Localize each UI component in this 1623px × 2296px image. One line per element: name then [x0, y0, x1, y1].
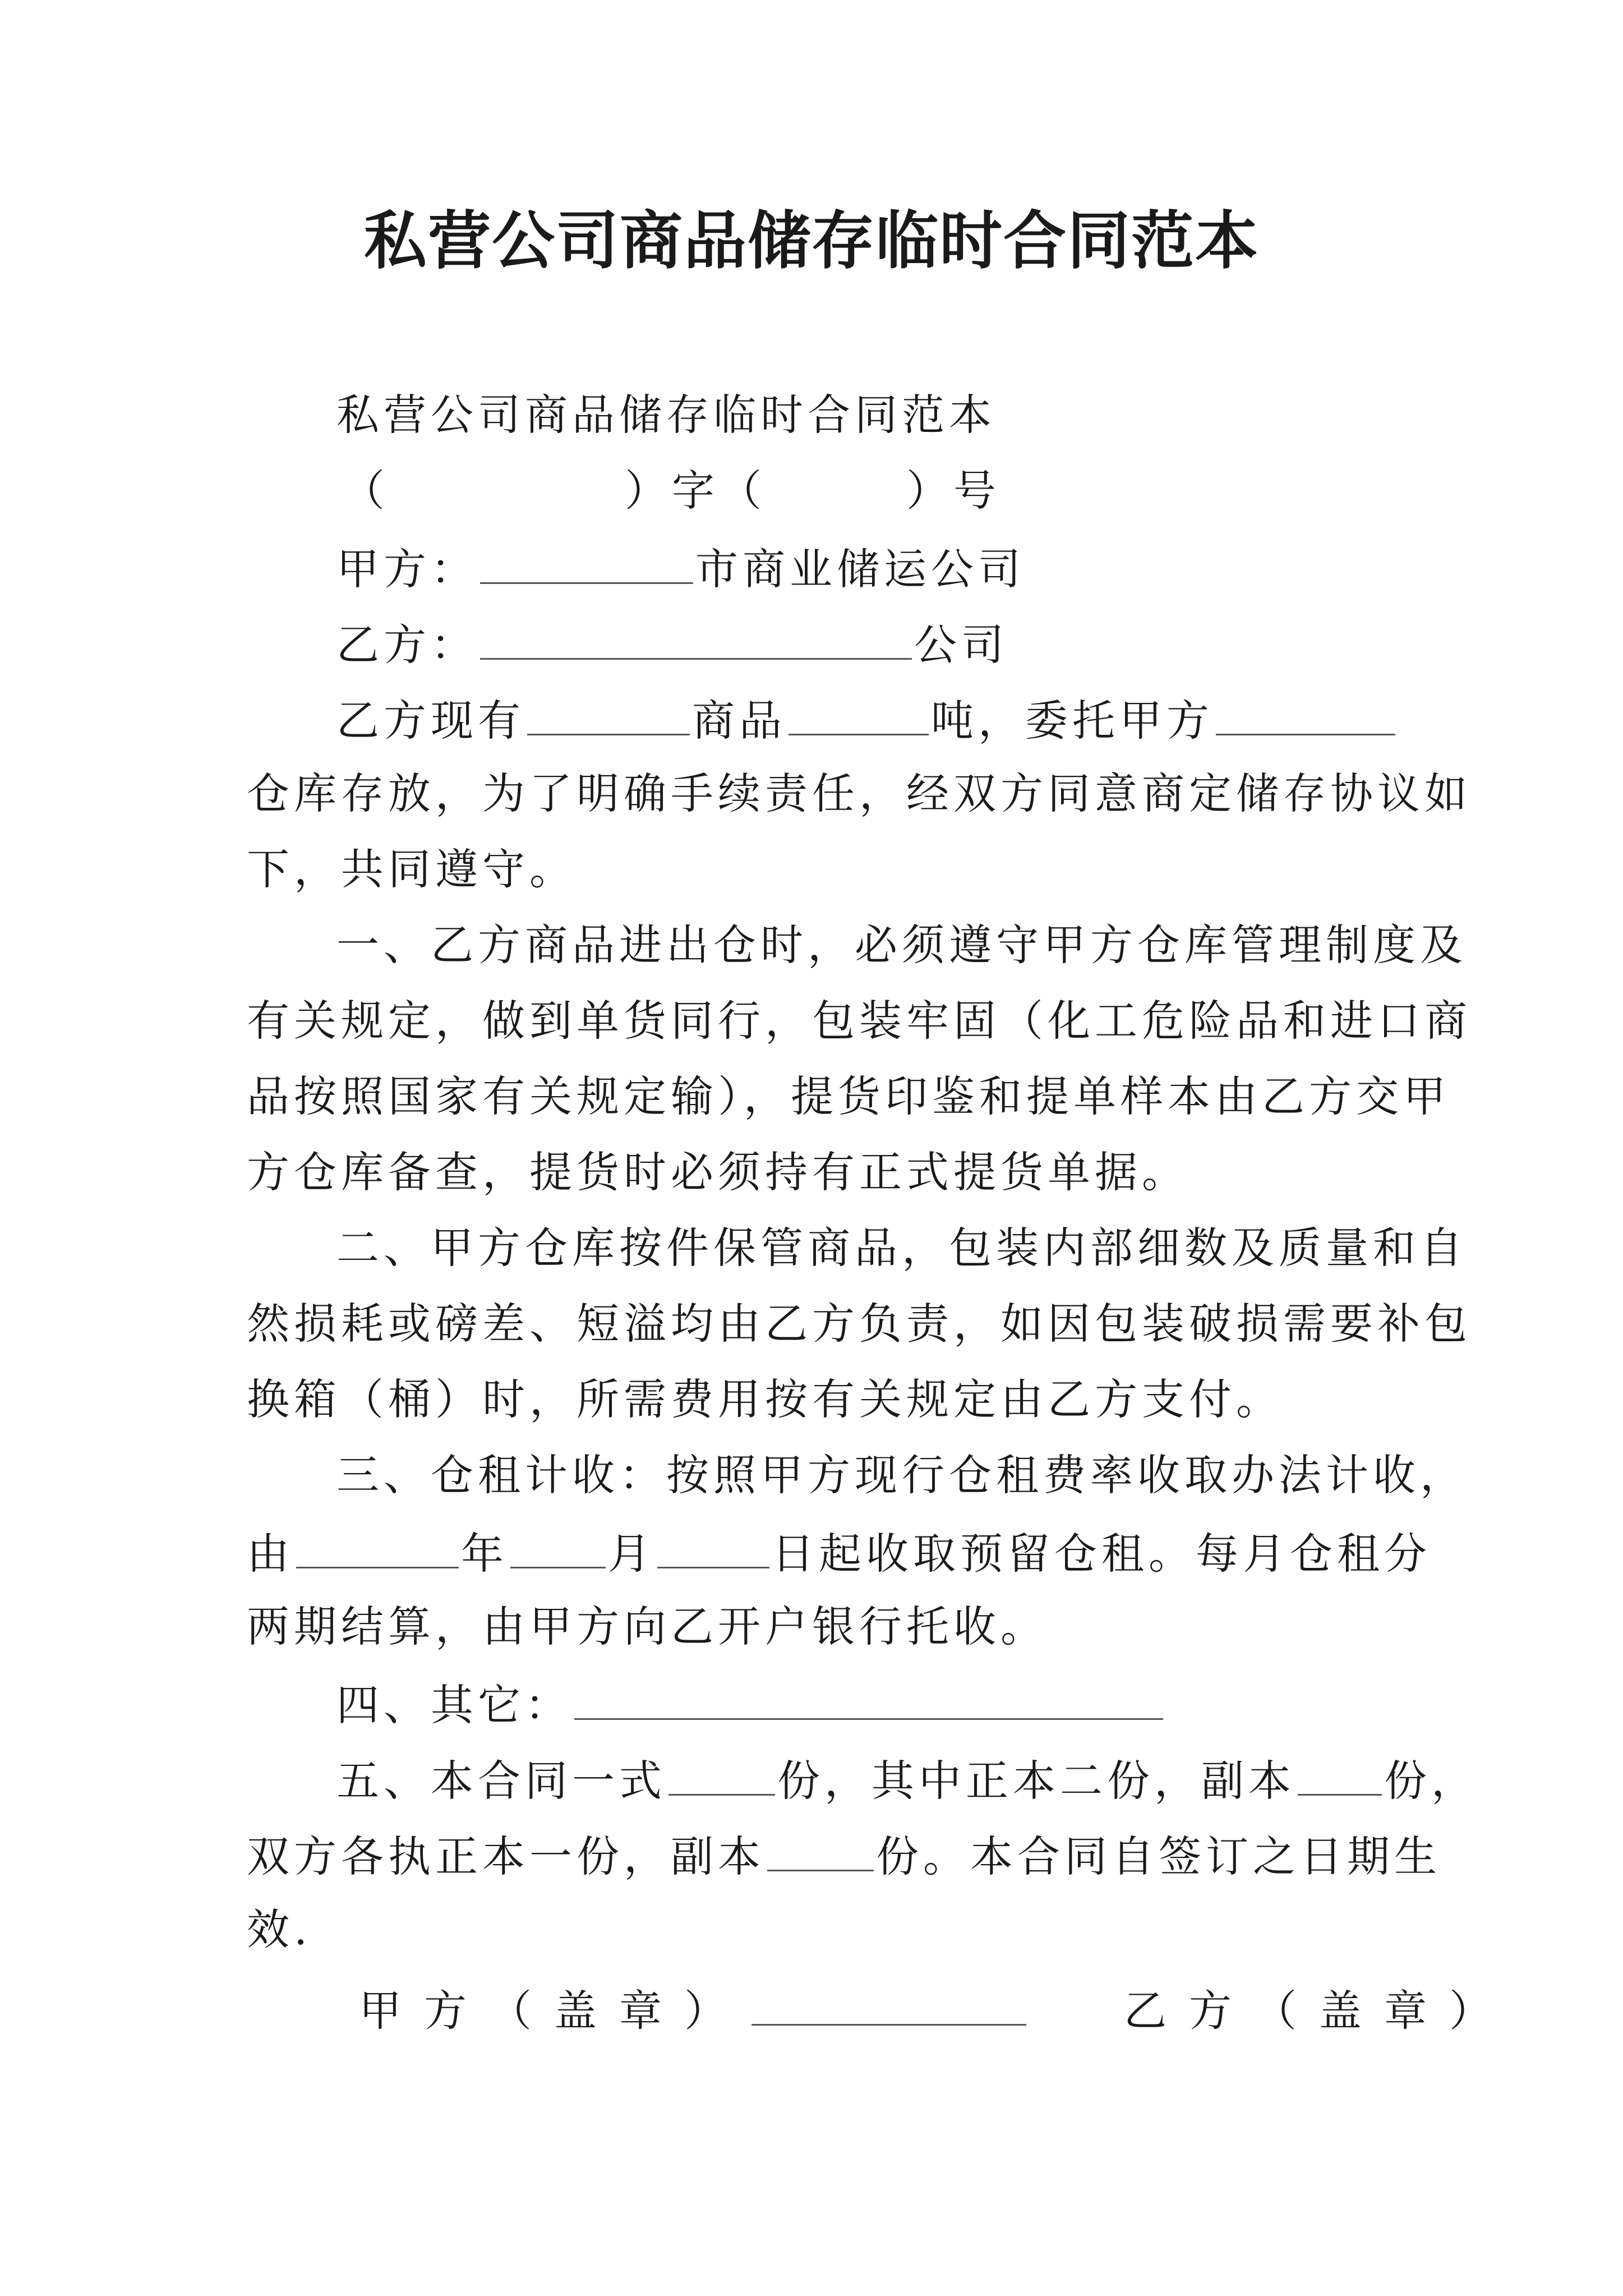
clause-5-text: 份， [1384, 1756, 1478, 1806]
number-no-label: ）号 [906, 466, 1000, 516]
clause-2-line-1: 二、甲方仓库按件保管商品，包装内部细数及质量和自 [336, 1223, 1467, 1273]
contract-number-line [342, 463, 1000, 519]
document-title: 私营公司商品储存临时合同范本 [364, 204, 1259, 278]
clause-1-line-4: 方仓库备查，提货时必须持有正式提货单据。 [247, 1147, 1189, 1197]
clause-5-line-1 [336, 1750, 1478, 1809]
clause-1-line-3: 品按照国家有关规定输），提货印鉴和提单样本由乙方交甲 [247, 1071, 1450, 1121]
party-a-blank[interactable] [480, 539, 693, 584]
intro-line-1 [336, 690, 1398, 749]
year-blank[interactable] [296, 1523, 459, 1568]
clause-3-line-2 [247, 1523, 1431, 1582]
clause-3-line-1: 三、仓租计收：按照甲方现行仓租费率收取办法计收， [336, 1450, 1467, 1500]
intro-text: 吨，委托甲方 [931, 696, 1214, 746]
party-b-seal-label: 乙方（盖章） [1124, 1986, 1514, 2036]
party-b-label: 乙方： [336, 620, 478, 670]
clause-5-line-3: 效. [247, 1904, 312, 1954]
party-b-suffix: 公司 [914, 620, 1008, 670]
intro-text: 商品 [692, 696, 786, 746]
document-subtitle: 私营公司商品储存临时合同范本 [336, 390, 996, 440]
clause-5-line-2 [247, 1826, 1441, 1885]
day-blank[interactable] [657, 1523, 769, 1568]
goods-name-blank[interactable] [527, 690, 690, 735]
party-b-line [336, 614, 1008, 673]
other-terms-blank[interactable] [574, 1674, 1163, 1720]
party-a-suffix: 市商业储运公司 [695, 544, 1025, 594]
clause-4-line [336, 1674, 1165, 1733]
signature-line [359, 1980, 1514, 2039]
number-open-paren: （ [342, 466, 389, 516]
clause-2-line-3: 换箱（桶）时，所需费用按有关规定由乙方支付。 [247, 1374, 1283, 1424]
clause-1-line-1: 一、乙方商品进出仓时，必须遵守甲方仓库管理制度及 [336, 920, 1467, 970]
clause-5-text: 份，其中正本二份，副本 [777, 1756, 1295, 1806]
clause-3-text: 由 [247, 1529, 294, 1579]
party-a-seal-blank[interactable] [751, 1980, 1026, 2026]
clause-5-text: 五、本合同一式 [336, 1756, 666, 1806]
clause-5-text: 份。本合同自签订之日期生 [876, 1832, 1441, 1881]
clause-1-line-2: 有关规定，做到单货同行，包装牢固（化工危险品和进口商 [247, 996, 1472, 1046]
clause-3-text: 月 [608, 1529, 655, 1579]
tonnage-blank[interactable] [789, 690, 929, 735]
clause-2-line-2: 然损耗或磅差、短溢均由乙方负责，如因包装破损需要补包 [247, 1299, 1472, 1349]
duplicate-copies-blank[interactable] [1298, 1750, 1382, 1796]
number-char-label: ）字（ [625, 466, 766, 516]
party-a-line [336, 539, 1025, 597]
clause-3-text: 年 [461, 1529, 508, 1579]
month-blank[interactable] [510, 1523, 606, 1568]
each-duplicate-blank[interactable] [767, 1826, 874, 1871]
intro-line-2: 仓库存放，为了明确手续责任，经双方同意商定储存协议如 [247, 769, 1472, 818]
clause-3-text: 日起收取预留仓租。每月仓租分 [772, 1529, 1431, 1579]
party-b-blank[interactable] [480, 614, 912, 660]
clause-4-label: 四、其它： [336, 1680, 572, 1730]
intro-line-3: 下，共同遵守。 [247, 844, 577, 894]
party-a-seal-label: 甲方（盖章） [359, 1986, 749, 2036]
intro-text: 乙方现有 [336, 696, 525, 746]
warehouse-blank[interactable] [1216, 690, 1395, 735]
clause-5-text: 双方各执正本一份，副本 [247, 1832, 765, 1881]
party-a-label: 甲方： [336, 544, 478, 594]
clause-3-line-3: 两期结算，由甲方向乙开户银行托收。 [247, 1602, 1048, 1651]
copies-blank[interactable] [668, 1750, 775, 1796]
